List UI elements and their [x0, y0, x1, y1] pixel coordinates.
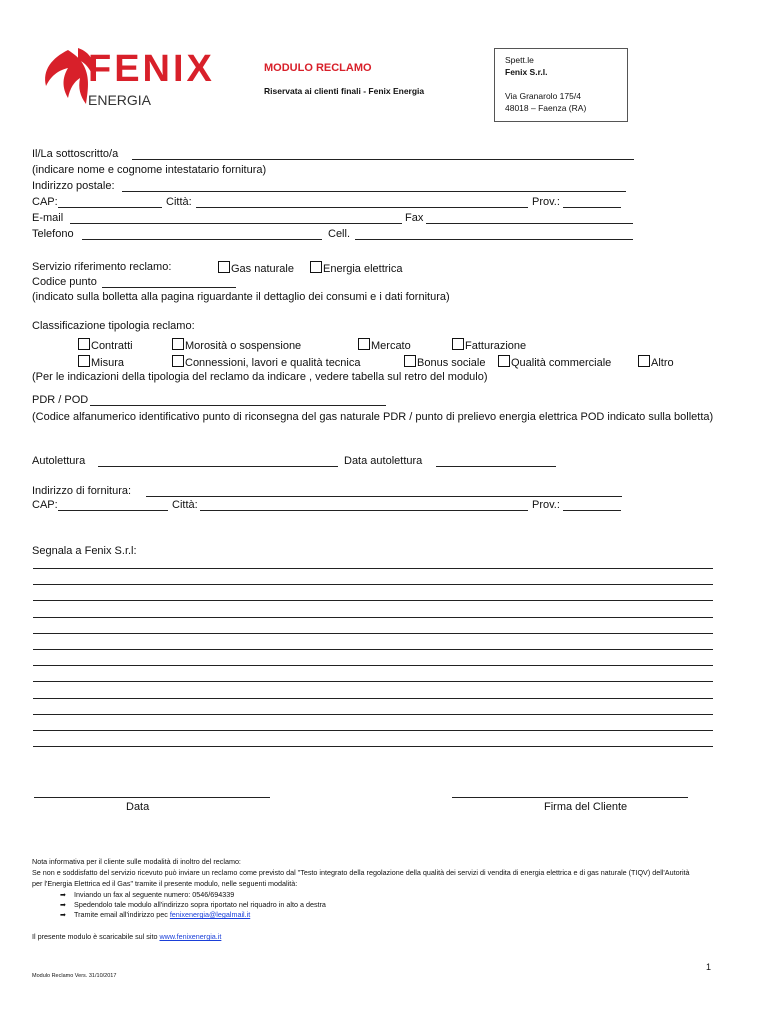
pec-email-link[interactable]: fenixenergia@legalmail.it	[169, 910, 251, 919]
report-line[interactable]	[33, 730, 713, 731]
report-line[interactable]	[33, 698, 713, 699]
checkbox-gas[interactable]	[218, 261, 230, 273]
prov-label: Prov.:	[532, 196, 560, 208]
report-line[interactable]	[33, 617, 713, 618]
info-title: Nota informativa per il cliente sulle modalità di inoltro del reclamo:	[32, 857, 241, 866]
fax-field[interactable]	[426, 223, 633, 224]
checkbox-electric[interactable]	[310, 261, 322, 273]
date-signature-line[interactable]	[34, 797, 270, 798]
checkbox-morosita[interactable]	[172, 338, 184, 350]
info-item-pec-text: Tramite email all'indirizzo pec	[74, 910, 168, 919]
info-item-fax	[60, 890, 234, 899]
signature-label: Firma del Cliente	[544, 801, 628, 813]
reading-field[interactable]	[98, 466, 338, 467]
supply-cap-field[interactable]	[58, 510, 168, 511]
logo-subtext: ENERGIA	[88, 92, 152, 108]
classification-label: Classificazione tipologia reclamo:	[32, 320, 195, 332]
date-label: Data	[126, 801, 150, 813]
arrow-icon: ➡	[60, 910, 67, 919]
supply-prov-label: Prov.:	[532, 499, 560, 511]
info-item-post-text: Spedendolo tale modulo all'indirizzo sopra riportato nel riquadro in alto a destra	[74, 900, 326, 909]
class-qualita[interactable]	[498, 355, 611, 369]
class-misura[interactable]	[78, 355, 124, 369]
recipient-street: Via Granarolo 175/4	[505, 91, 581, 101]
checkbox-contratti[interactable]	[78, 338, 90, 350]
form-title: MODULO RECLAMO	[264, 62, 372, 74]
class-contratti[interactable]	[78, 338, 133, 352]
class-bonus-label: Bonus sociale	[417, 357, 486, 369]
signer-field[interactable]	[132, 159, 634, 160]
code-label: Codice punto	[32, 276, 97, 288]
website-link[interactable]: www.fenixenergia.it	[159, 932, 222, 941]
form-subtitle: Riservata ai clienti finali - Fenix Energia	[264, 86, 425, 96]
code-field[interactable]	[102, 287, 236, 288]
fax-label: Fax	[405, 212, 424, 224]
phone-field[interactable]	[82, 239, 322, 240]
signer-hint: (indicare nome e cognome intestatario fornitura)	[32, 164, 267, 176]
info-body: Se non e soddisfatto del servizio ricevuto può inviare un reclamo come previsto dal "Testo integrato della regolazione della qualità dei servizi di vendita di energia elettrica e di gas naturale (TIQV) dell'Autorità per l'Energia Elettrica ed il Gas" tramite il presente modulo, nelle seguenti modalità:	[32, 868, 690, 888]
class-mercato-label: Mercato	[371, 340, 411, 352]
report-line[interactable]	[33, 633, 713, 634]
arrow-icon: ➡	[60, 900, 67, 909]
customer-signature-line[interactable]	[452, 797, 688, 798]
checkbox-mercato[interactable]	[358, 338, 370, 350]
report-label: Segnala a Fenix S.r.l:	[32, 545, 137, 557]
city-field[interactable]	[196, 207, 528, 208]
page-number: 1	[706, 962, 712, 972]
report-line[interactable]	[33, 714, 713, 715]
city-label: Città:	[166, 196, 192, 208]
cap-label: CAP:	[32, 196, 58, 208]
signer-label: Il/La sottoscritto/a	[32, 148, 119, 160]
info-item-fax-text: Inviando un fax al seguente numero: 0546/694339	[74, 890, 235, 899]
class-contratti-label: Contratti	[91, 340, 133, 352]
supply-city-field[interactable]	[200, 510, 528, 511]
pdr-hint: (Codice alfanumerico identificativo punto di riconsegna del gas naturale PDR / punto di prelievo energia elettrica POD indicato sulla bolletta)	[32, 411, 714, 423]
class-altro[interactable]	[638, 355, 674, 369]
report-line[interactable]	[33, 600, 713, 601]
service-option-electric[interactable]	[310, 261, 403, 275]
report-line[interactable]	[33, 649, 713, 650]
supply-cap-label: CAP:	[32, 499, 58, 511]
service-label: Servizio riferimento reclamo:	[32, 261, 172, 273]
supply-address-field[interactable]	[146, 496, 622, 497]
report-line[interactable]	[33, 568, 713, 569]
checkbox-fatturazione[interactable]	[452, 338, 464, 350]
supply-address-label: Indirizzo di fornitura:	[32, 485, 132, 497]
info-item-pec	[60, 910, 250, 919]
pdr-label: PDR / POD	[32, 394, 89, 406]
checkbox-bonus[interactable]	[404, 355, 416, 367]
prov-field[interactable]	[563, 207, 621, 208]
service-option-electric-label: Energia elettrica	[323, 263, 403, 275]
reading-date-field[interactable]	[436, 466, 556, 467]
supply-city-label: Città:	[172, 499, 198, 511]
email-field[interactable]	[70, 223, 402, 224]
download-text: Il presente modulo è scaricabile sul sito	[32, 932, 158, 941]
class-morosita-label: Morosità o sospensione	[185, 340, 302, 352]
report-line[interactable]	[33, 584, 713, 585]
report-line[interactable]	[33, 665, 713, 666]
class-connessioni[interactable]	[172, 355, 361, 369]
pdr-field[interactable]	[90, 405, 386, 406]
logo-text: FENIX	[88, 48, 215, 90]
phone-label: Telefono	[32, 228, 74, 240]
class-fatturazione[interactable]	[452, 338, 526, 352]
class-morosita[interactable]	[172, 338, 301, 352]
class-qualita-label: Qualità commerciale	[511, 357, 612, 369]
email-label: E-mail	[32, 212, 64, 224]
class-connessioni-label: Connessioni, lavori e qualità tecnica	[185, 357, 361, 369]
class-misura-label: Misura	[91, 357, 125, 369]
code-hint: (indicato sulla bolletta alla pagina riguardante il dettaglio dei consumi e i dati fornitura)	[32, 291, 450, 303]
report-line[interactable]	[33, 681, 713, 682]
checkbox-altro[interactable]	[638, 355, 650, 367]
info-item-post	[60, 900, 326, 909]
download-note	[32, 932, 221, 941]
checkbox-qualita[interactable]	[498, 355, 510, 367]
report-line[interactable]	[33, 746, 713, 747]
fenix-logo	[38, 44, 238, 116]
version-footer: Modulo Reclamo Vers. 31/10/2017	[32, 973, 117, 979]
reading-date-label: Data autolettura	[344, 455, 423, 467]
address-field[interactable]	[122, 191, 626, 192]
checkbox-misura[interactable]	[78, 355, 90, 367]
cap-field[interactable]	[58, 207, 162, 208]
classification-note: (Per le indicazioni della tipologia del reclamo da indicare , vedere tabella sul retro del modulo)	[32, 371, 488, 383]
recipient-company: Fenix S.r.l.	[505, 67, 548, 77]
class-mercato[interactable]	[358, 338, 411, 352]
supply-prov-field[interactable]	[563, 510, 621, 511]
cell-label: Cell.	[328, 228, 351, 240]
recipient-city: 48018 – Faenza (RA)	[505, 103, 587, 113]
class-altro-label: Altro	[651, 357, 674, 369]
service-option-gas[interactable]	[218, 261, 294, 275]
address-label: Indirizzo postale:	[32, 180, 115, 192]
reading-label: Autolettura	[32, 455, 86, 467]
class-bonus[interactable]	[404, 355, 486, 369]
arrow-icon: ➡	[60, 890, 67, 899]
recipient-box	[494, 48, 628, 122]
service-option-gas-label: Gas naturale	[231, 263, 294, 275]
cell-field[interactable]	[355, 239, 633, 240]
class-fatturazione-label: Fatturazione	[465, 340, 527, 352]
checkbox-connessioni[interactable]	[172, 355, 184, 367]
recipient-line1: Spett.le	[505, 55, 534, 65]
